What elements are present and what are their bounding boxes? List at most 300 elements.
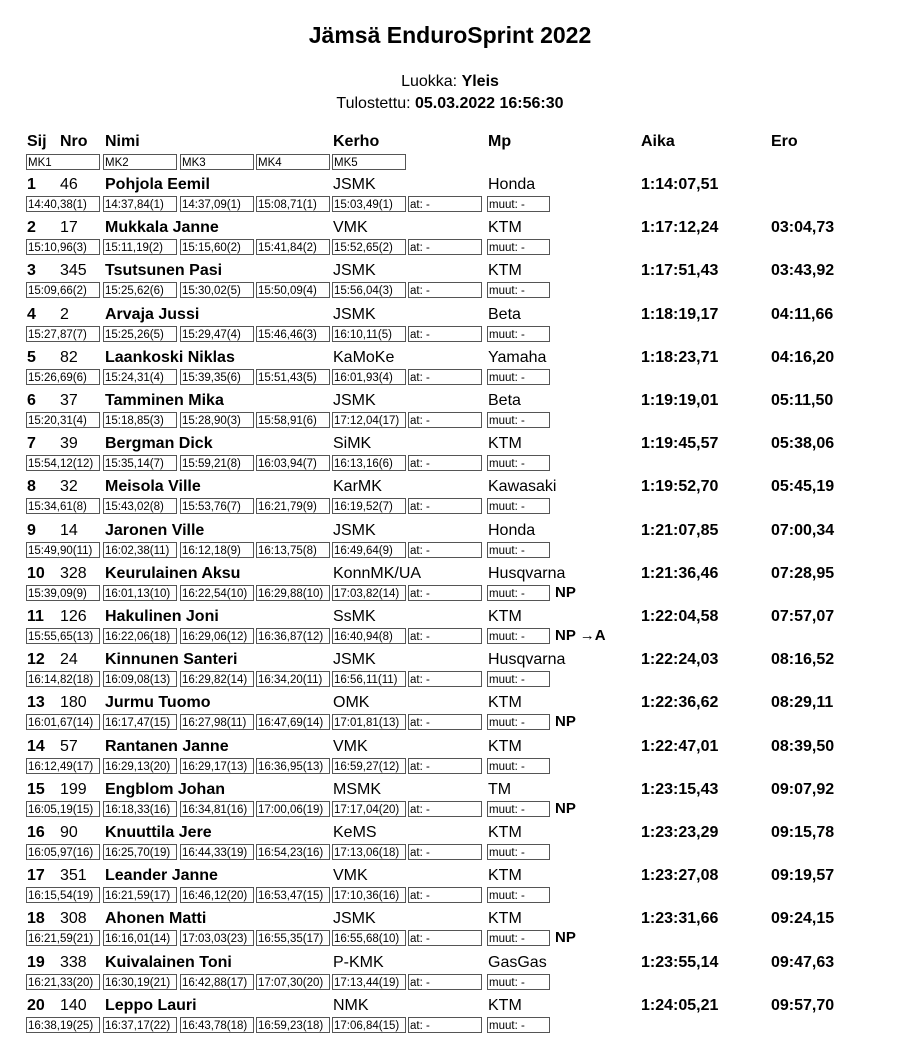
split-mk3: 16:44,33(19)	[180, 844, 254, 860]
muut-field: muut: -	[487, 758, 550, 774]
muut-field: muut: -	[487, 412, 550, 428]
split-mk5: 16:59,27(12)	[332, 758, 406, 774]
rider-bike: KTM	[488, 738, 522, 755]
rider-number: 338	[60, 954, 87, 971]
split-mk2: 15:25,26(5)	[103, 326, 177, 342]
rider-diff: 09:15,78	[771, 824, 835, 841]
rider-note: NP	[555, 584, 576, 601]
split-mk2: 15:11,19(2)	[103, 239, 177, 255]
split-mk5: 16:55,68(10)	[332, 930, 406, 946]
sub-header-row	[0, 154, 900, 174]
rider-time: 1:18:19,17	[641, 306, 719, 323]
split-mk4: 16:29,88(10)	[256, 585, 330, 601]
split-mk5: 17:17,04(20)	[332, 801, 406, 817]
rider-club: JSMK	[333, 910, 376, 927]
rider-club: VMK	[333, 219, 368, 236]
rider-club: KeMS	[333, 824, 377, 841]
at-field: at: -	[408, 930, 482, 946]
split-mk1: 16:21,33(20)	[26, 974, 100, 990]
rider-name: Ahonen Matti	[105, 910, 207, 927]
split-mk5: 16:40,94(8)	[332, 628, 406, 644]
split-mk3: 16:42,88(17)	[180, 974, 254, 990]
rider-name: Mukkala Janne	[105, 219, 219, 236]
header-time: Aika	[641, 133, 675, 150]
muut-field: muut: -	[487, 1017, 550, 1033]
split-mk4: 17:07,30(20)	[256, 974, 330, 990]
split-mk1: 15:54,12(12)	[26, 455, 100, 471]
muut-field: muut: -	[487, 326, 550, 342]
rider-diff: 04:16,20	[771, 349, 835, 366]
split-mk3: 15:30,02(5)	[180, 282, 254, 298]
rider-number: 39	[60, 435, 78, 452]
rider-row	[0, 218, 900, 238]
rider-number: 14	[60, 522, 78, 539]
split-mk4: 15:41,84(2)	[256, 239, 330, 255]
rider-diff: 05:11,50	[771, 392, 834, 409]
split-mk3: 16:12,18(9)	[180, 542, 254, 558]
rider-time: 1:17:12,24	[641, 219, 719, 236]
muut-field: muut: -	[487, 844, 550, 860]
rider-club: KaMoKe	[333, 349, 395, 366]
rider-position: 3	[27, 262, 36, 279]
rider-number: 180	[60, 694, 87, 711]
rider-row	[0, 477, 900, 497]
rider-bike: KTM	[488, 824, 522, 841]
rider-row	[0, 348, 900, 368]
muut-field: muut: -	[487, 239, 550, 255]
rider-club: MSMK	[333, 781, 381, 798]
rider-position: 2	[27, 219, 36, 236]
rider-row	[0, 737, 900, 757]
split-mk2: 16:17,47(15)	[103, 714, 177, 730]
muut-field: muut: -	[487, 369, 550, 385]
rider-bike: Kawasaki	[488, 478, 557, 495]
at-field: at: -	[408, 455, 482, 471]
header-num: Nro	[60, 133, 88, 150]
rider-club: JSMK	[333, 392, 376, 409]
rider-position: 12	[27, 651, 45, 668]
rider-bike: TM	[488, 781, 512, 798]
rider-name: Kuivalainen Toni	[105, 954, 232, 971]
rider-bike: KTM	[488, 262, 522, 279]
header-diff: Ero	[771, 133, 798, 150]
rider-splits-row	[0, 542, 900, 562]
rider-name: Bergman Dick	[105, 435, 213, 452]
split-mk1: 15:27,87(7)	[26, 326, 100, 342]
printed-value: 05.03.2022 16:56:30	[414, 95, 564, 112]
split-mk4: 15:50,09(4)	[256, 282, 330, 298]
split-mk1: 15:39,09(9)	[26, 585, 100, 601]
rider-bike: KTM	[488, 867, 522, 884]
at-field: at: -	[408, 412, 482, 428]
printed-label: Tulostettu:	[336, 95, 411, 112]
rider-club: KonnMK/UA	[333, 565, 422, 582]
rider-number: 46	[60, 176, 78, 193]
rider-splits-row	[0, 930, 900, 950]
rider-time: 1:23:55,14	[641, 954, 719, 971]
rider-position: 1	[27, 176, 36, 193]
rider-diff: 03:04,73	[771, 219, 835, 236]
rider-position: 5	[27, 349, 36, 366]
rider-time: 1:22:36,62	[641, 694, 719, 711]
split-mk5: 16:01,93(4)	[332, 369, 406, 385]
split-mk4: 15:58,91(6)	[256, 412, 330, 428]
rider-number: 308	[60, 910, 87, 927]
rider-bike: Yamaha	[488, 349, 547, 366]
header-bike: Mp	[488, 133, 512, 150]
split-mk2: 15:18,85(3)	[103, 412, 177, 428]
rider-name: Knuuttila Jere	[105, 824, 212, 841]
rider-position: 11	[27, 608, 44, 625]
rider-name: Keurulainen Aksu	[105, 565, 241, 582]
rider-splits-row	[0, 801, 900, 821]
rider-position: 20	[27, 997, 45, 1014]
sub-header-mk4: MK4	[256, 154, 330, 170]
split-mk1: 16:38,19(25)	[26, 1017, 100, 1033]
at-field: at: -	[408, 844, 482, 860]
rider-time: 1:23:27,08	[641, 867, 719, 884]
rider-diff: 09:19,57	[771, 867, 835, 884]
rider-splits-row	[0, 282, 900, 302]
split-mk2: 16:16,01(14)	[103, 930, 177, 946]
rider-name: Kinnunen Santeri	[105, 651, 238, 668]
rider-bike: Husqvarna	[488, 651, 566, 668]
rider-time: 1:23:23,29	[641, 824, 719, 841]
rider-name: Arvaja Jussi	[105, 306, 200, 323]
rider-row	[0, 434, 900, 454]
rider-diff: 08:39,50	[771, 738, 835, 755]
rider-time: 1:21:36,46	[641, 565, 719, 582]
split-mk1: 15:34,61(8)	[26, 498, 100, 514]
split-mk5: 17:13,06(18)	[332, 844, 406, 860]
rider-row	[0, 521, 900, 541]
split-mk3: 17:03,03(23)	[180, 930, 254, 946]
rider-row	[0, 866, 900, 886]
split-mk2: 15:24,31(4)	[103, 369, 177, 385]
rider-club: VMK	[333, 867, 368, 884]
split-mk4: 16:54,23(16)	[256, 844, 330, 860]
rider-row	[0, 564, 900, 584]
rider-time: 1:22:47,01	[641, 738, 719, 755]
rider-time: 1:19:52,70	[641, 478, 719, 495]
rider-bike: KTM	[488, 910, 522, 927]
split-mk3: 16:29,82(14)	[180, 671, 254, 687]
rider-time: 1:22:04,58	[641, 608, 719, 625]
split-mk1: 15:09,66(2)	[26, 282, 100, 298]
rider-number: 126	[60, 608, 87, 625]
rider-splits-row	[0, 844, 900, 864]
rider-row	[0, 391, 900, 411]
rider-name: Hakulinen Joni	[105, 608, 219, 625]
muut-field: muut: -	[487, 671, 550, 687]
split-mk2: 15:43,02(8)	[103, 498, 177, 514]
rider-note: NP →A	[555, 627, 606, 644]
split-mk1: 16:05,97(16)	[26, 844, 100, 860]
split-mk2: 16:25,70(19)	[103, 844, 177, 860]
header-pos: Sij	[27, 133, 47, 150]
split-mk3: 14:37,09(1)	[180, 196, 254, 212]
split-mk2: 16:21,59(17)	[103, 887, 177, 903]
rider-diff: 08:16,52	[771, 651, 835, 668]
split-mk4: 16:53,47(15)	[256, 887, 330, 903]
rider-bike: Honda	[488, 176, 536, 193]
rider-diff: 09:57,70	[771, 997, 835, 1014]
rider-time: 1:24:05,21	[641, 997, 719, 1014]
rider-bike: KTM	[488, 435, 522, 452]
rider-club: JSMK	[333, 522, 376, 539]
at-field: at: -	[408, 585, 482, 601]
rider-time: 1:19:19,01	[641, 392, 719, 409]
split-mk2: 15:35,14(7)	[103, 455, 177, 471]
rider-position: 14	[27, 738, 45, 755]
sub-header-mk5: MK5	[332, 154, 406, 170]
split-mk4: 16:55,35(17)	[256, 930, 330, 946]
split-mk3: 15:53,76(7)	[180, 498, 254, 514]
split-mk5: 15:03,49(1)	[332, 196, 406, 212]
rider-time: 1:17:51,43	[641, 262, 719, 279]
split-mk4: 15:46,46(3)	[256, 326, 330, 342]
rider-row	[0, 780, 900, 800]
rider-club: SiMK	[333, 435, 372, 452]
rider-club: JSMK	[333, 262, 376, 279]
split-mk3: 16:29,06(12)	[180, 628, 254, 644]
rider-diff: 03:43,92	[771, 262, 835, 279]
page-title: Jämsä EnduroSprint 2022	[308, 22, 592, 48]
rider-position: 13	[27, 694, 45, 711]
rider-row	[0, 953, 900, 973]
split-mk3: 15:29,47(4)	[180, 326, 254, 342]
rider-position: 19	[27, 954, 45, 971]
rider-name: Meisola Ville	[105, 478, 201, 495]
at-field: at: -	[408, 196, 482, 212]
split-mk3: 16:22,54(10)	[180, 585, 254, 601]
rider-splits-row	[0, 196, 900, 216]
split-mk1: 15:20,31(4)	[26, 412, 100, 428]
rider-club: P-KMK	[333, 954, 384, 971]
rider-club: VMK	[333, 738, 368, 755]
rider-number: 24	[60, 651, 78, 668]
rider-number: 17	[60, 219, 78, 236]
rider-row	[0, 823, 900, 843]
rider-name: Tsutsunen Pasi	[105, 262, 223, 279]
rider-number: 32	[60, 478, 78, 495]
rider-name: Pohjola Eemil	[105, 176, 210, 193]
rider-club: NMK	[333, 997, 369, 1014]
rider-number: 57	[60, 738, 78, 755]
rider-bike: KTM	[488, 997, 522, 1014]
rider-position: 18	[27, 910, 45, 927]
split-mk4: 16:03,94(7)	[256, 455, 330, 471]
rider-number: 90	[60, 824, 78, 841]
rider-diff: 05:38,06	[771, 435, 835, 452]
at-field: at: -	[408, 758, 482, 774]
rider-name: Jurmu Tuomo	[105, 694, 211, 711]
split-mk1: 15:10,96(3)	[26, 239, 100, 255]
class-label: Luokka:	[401, 73, 458, 90]
split-mk3: 16:27,98(11)	[180, 714, 254, 730]
rider-note: NP	[555, 713, 576, 730]
header-row	[0, 132, 900, 152]
at-field: at: -	[408, 714, 482, 730]
rider-number: 351	[60, 867, 87, 884]
split-mk2: 14:37,84(1)	[103, 196, 177, 212]
rider-row	[0, 261, 900, 281]
sub-header-mk2: MK2	[103, 154, 177, 170]
rider-position: 17	[27, 867, 45, 884]
rider-time: 1:23:31,66	[641, 910, 719, 927]
rider-bike: Beta	[488, 392, 521, 409]
rider-splits-row	[0, 455, 900, 475]
rider-splits-row	[0, 326, 900, 346]
split-mk1: 16:15,54(19)	[26, 887, 100, 903]
rider-name: Leppo Lauri	[105, 997, 197, 1014]
rider-bike: GasGas	[488, 954, 547, 971]
split-mk4: 16:34,20(11)	[256, 671, 330, 687]
split-mk2: 16:09,08(13)	[103, 671, 177, 687]
split-mk4: 16:13,75(8)	[256, 542, 330, 558]
rider-row	[0, 607, 900, 627]
rider-row	[0, 996, 900, 1016]
split-mk4: 16:36,87(12)	[256, 628, 330, 644]
split-mk5: 16:19,52(7)	[332, 498, 406, 514]
split-mk2: 16:01,13(10)	[103, 585, 177, 601]
rider-diff: 07:28,95	[771, 565, 835, 582]
rider-club: OMK	[333, 694, 370, 711]
rider-bike: Husqvarna	[488, 565, 566, 582]
split-mk2: 16:02,38(11)	[103, 542, 177, 558]
rider-number: 82	[60, 349, 78, 366]
rider-time: 1:19:45,57	[641, 435, 719, 452]
rider-splits-row	[0, 239, 900, 259]
muut-field: muut: -	[487, 196, 550, 212]
rider-position: 16	[27, 824, 45, 841]
rider-bike: KTM	[488, 219, 522, 236]
rider-time: 1:21:07,85	[641, 522, 719, 539]
split-mk5: 17:03,82(14)	[332, 585, 406, 601]
rider-name: Leander Janne	[105, 867, 218, 884]
split-mk3: 15:39,35(6)	[180, 369, 254, 385]
header-name: Nimi	[105, 133, 140, 150]
at-field: at: -	[408, 326, 482, 342]
split-mk5: 17:12,04(17)	[332, 412, 406, 428]
split-mk1: 15:26,69(6)	[26, 369, 100, 385]
split-mk1: 14:40,38(1)	[26, 196, 100, 212]
rider-splits-row	[0, 671, 900, 691]
at-field: at: -	[408, 239, 482, 255]
rider-club: JSMK	[333, 306, 376, 323]
split-mk1: 16:21,59(21)	[26, 930, 100, 946]
split-mk4: 15:51,43(5)	[256, 369, 330, 385]
rider-splits-row	[0, 714, 900, 734]
split-mk3: 15:15,60(2)	[180, 239, 254, 255]
rider-time: 1:23:15,43	[641, 781, 719, 798]
muut-field: muut: -	[487, 714, 550, 730]
split-mk1: 15:55,65(13)	[26, 628, 100, 644]
rider-number: 140	[60, 997, 87, 1014]
muut-field: muut: -	[487, 801, 550, 817]
class-value: Yleis	[461, 73, 499, 90]
split-mk1: 16:14,82(18)	[26, 671, 100, 687]
sub-header-mk3: MK3	[180, 154, 254, 170]
rider-diff: 07:57,07	[771, 608, 835, 625]
rider-number: 37	[60, 392, 78, 409]
split-mk5: 16:49,64(9)	[332, 542, 406, 558]
rider-name: Jaronen Ville	[105, 522, 205, 539]
at-field: at: -	[408, 1017, 482, 1033]
at-field: at: -	[408, 671, 482, 687]
rider-diff: 05:45,19	[771, 478, 835, 495]
rider-note: NP	[555, 800, 576, 817]
split-mk5: 17:06,84(15)	[332, 1017, 406, 1033]
split-mk1: 16:01,67(14)	[26, 714, 100, 730]
split-mk3: 16:46,12(20)	[180, 887, 254, 903]
split-mk4: 16:21,79(9)	[256, 498, 330, 514]
muut-field: muut: -	[487, 498, 550, 514]
muut-field: muut: -	[487, 455, 550, 471]
rider-number: 199	[60, 781, 87, 798]
rider-club: SsMK	[333, 608, 376, 625]
rider-name: Rantanen Janne	[105, 738, 229, 755]
rider-splits-row	[0, 628, 900, 648]
split-mk1: 16:05,19(15)	[26, 801, 100, 817]
header-club: Kerho	[333, 133, 380, 150]
rider-splits-row	[0, 369, 900, 389]
at-field: at: -	[408, 369, 482, 385]
at-field: at: -	[408, 801, 482, 817]
split-mk3: 16:34,81(16)	[180, 801, 254, 817]
rider-diff: 09:07,92	[771, 781, 835, 798]
rider-note: NP	[555, 929, 576, 946]
split-mk3: 15:59,21(8)	[180, 455, 254, 471]
rider-diff: 07:00,34	[771, 522, 835, 539]
split-mk5: 17:01,81(13)	[332, 714, 406, 730]
rider-position: 15	[27, 781, 45, 798]
printed-line	[0, 95, 900, 113]
rider-time: 1:22:24,03	[641, 651, 719, 668]
rider-splits-row	[0, 758, 900, 778]
rider-name: Tamminen Mika	[105, 392, 224, 409]
rider-number: 345	[60, 262, 87, 279]
rider-bike: Beta	[488, 306, 521, 323]
rider-number: 328	[60, 565, 87, 582]
at-field: at: -	[408, 628, 482, 644]
rider-row	[0, 650, 900, 670]
rider-splits-row	[0, 412, 900, 432]
rider-position: 10	[27, 565, 45, 582]
split-mk2: 16:29,13(20)	[103, 758, 177, 774]
split-mk2: 15:25,62(6)	[103, 282, 177, 298]
rider-splits-row	[0, 887, 900, 907]
split-mk4: 17:00,06(19)	[256, 801, 330, 817]
rider-diff: 09:24,15	[771, 910, 835, 927]
rider-diff: 04:11,66	[771, 306, 834, 323]
rider-diff: 08:29,11	[771, 694, 834, 711]
at-field: at: -	[408, 498, 482, 514]
rider-name: Laankoski Niklas	[105, 349, 235, 366]
at-field: at: -	[408, 974, 482, 990]
split-mk5: 16:13,16(6)	[332, 455, 406, 471]
at-field: at: -	[408, 887, 482, 903]
muut-field: muut: -	[487, 887, 550, 903]
split-mk5: 16:10,11(5)	[332, 326, 406, 342]
split-mk4: 16:47,69(14)	[256, 714, 330, 730]
rider-bike: Honda	[488, 522, 536, 539]
rider-position: 4	[27, 306, 36, 323]
rider-row	[0, 305, 900, 325]
split-mk1: 16:12,49(17)	[26, 758, 100, 774]
rider-club: KarMK	[333, 478, 382, 495]
rider-name: Engblom Johan	[105, 781, 225, 798]
